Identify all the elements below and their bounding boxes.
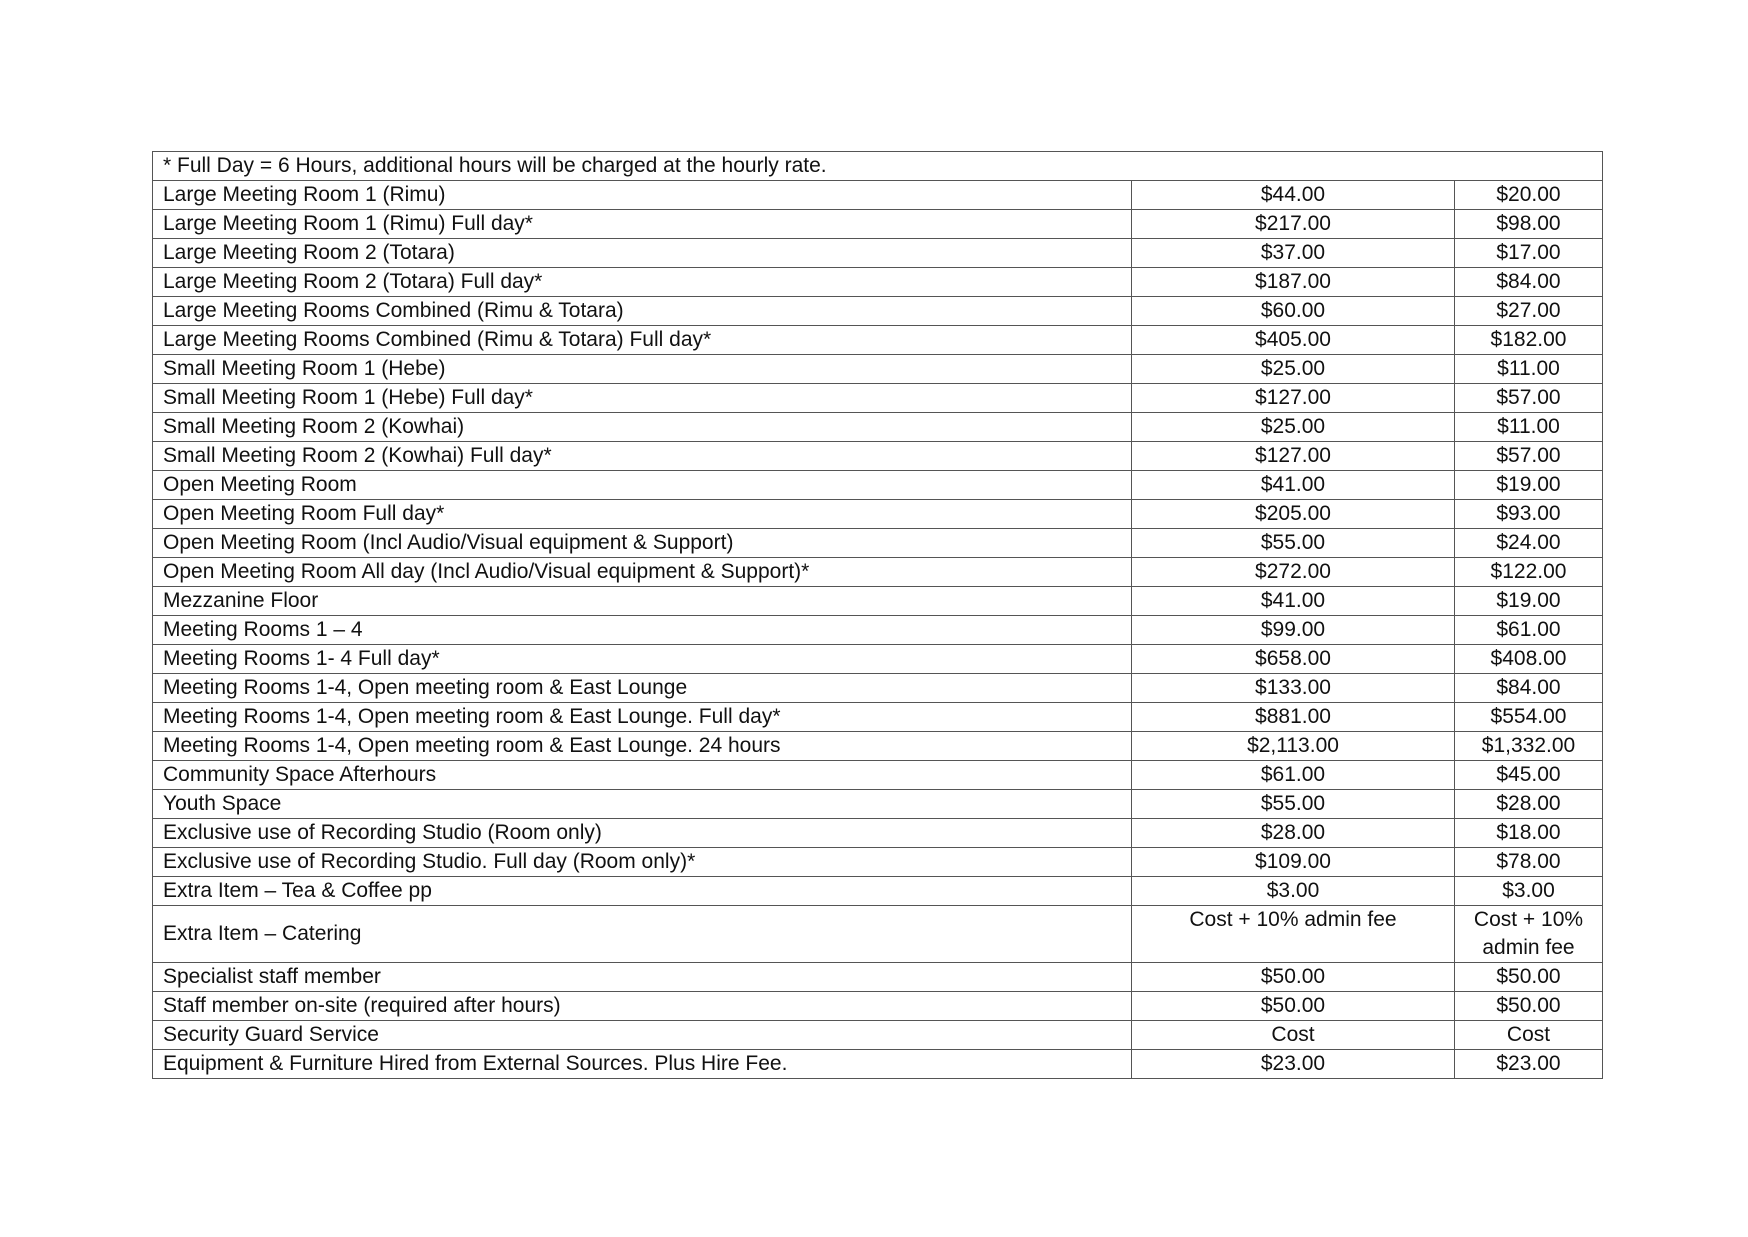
standard-rate: $881.00 [1132,703,1455,732]
item-description: Staff member on-site (required after hours) [153,992,1132,1021]
item-description: Open Meeting Room All day (Incl Audio/Visual equipment & Support)* [153,558,1132,587]
standard-rate: $50.00 [1132,992,1455,1021]
table-row [153,587,1603,616]
community-rate: $98.00 [1455,210,1603,239]
standard-rate: $127.00 [1132,442,1455,471]
table-row [153,181,1603,210]
item-description: Extra Item – Tea & Coffee pp [153,877,1132,906]
community-rate: $20.00 [1455,181,1603,210]
table-row [153,471,1603,500]
community-rate: Cost + 10% admin fee [1455,906,1603,963]
standard-rate: $61.00 [1132,761,1455,790]
community-rate: $554.00 [1455,703,1603,732]
standard-rate: $60.00 [1132,297,1455,326]
standard-rate: $44.00 [1132,181,1455,210]
community-rate: $182.00 [1455,326,1603,355]
standard-rate: $217.00 [1132,210,1455,239]
table-row [153,674,1603,703]
item-description: Open Meeting Room Full day* [153,500,1132,529]
item-description: Meeting Rooms 1- 4 Full day* [153,645,1132,674]
standard-rate: $127.00 [1132,384,1455,413]
item-description: Small Meeting Room 2 (Kowhai) Full day* [153,442,1132,471]
table-row [153,268,1603,297]
pricing-table [152,151,1603,1079]
community-rate: $57.00 [1455,442,1603,471]
item-description: Specialist staff member [153,963,1132,992]
standard-rate: $55.00 [1132,529,1455,558]
item-description: Large Meeting Room 2 (Totara) [153,239,1132,268]
item-description: Meeting Rooms 1-4, Open meeting room & East Lounge. 24 hours [153,732,1132,761]
table-row [153,848,1603,877]
item-description: Security Guard Service [153,1021,1132,1050]
item-description: Small Meeting Room 1 (Hebe) [153,355,1132,384]
table-row [153,442,1603,471]
standard-rate: $23.00 [1132,1050,1455,1079]
standard-rate: $50.00 [1132,963,1455,992]
item-description: Meeting Rooms 1-4, Open meeting room & East Lounge [153,674,1132,703]
standard-rate: $37.00 [1132,239,1455,268]
table-row [153,529,1603,558]
community-rate: $78.00 [1455,848,1603,877]
table-row [153,1021,1603,1050]
table-row [153,326,1603,355]
item-description: Large Meeting Room 2 (Totara) Full day* [153,268,1132,297]
community-rate: $18.00 [1455,819,1603,848]
community-rate: $57.00 [1455,384,1603,413]
standard-rate: $3.00 [1132,877,1455,906]
full-day-note: * Full Day = 6 Hours, additional hours will be charged at the hourly rate. [153,152,1603,181]
table-row [153,297,1603,326]
community-rate: $11.00 [1455,413,1603,442]
table-row [153,384,1603,413]
standard-rate: $55.00 [1132,790,1455,819]
item-description: Open Meeting Room (Incl Audio/Visual equipment & Support) [153,529,1132,558]
community-rate: $84.00 [1455,674,1603,703]
standard-rate: Cost [1132,1021,1455,1050]
table-row [153,992,1603,1021]
community-rate: $27.00 [1455,297,1603,326]
table-row [153,703,1603,732]
standard-rate: $205.00 [1132,500,1455,529]
table-row [153,210,1603,239]
standard-rate: $25.00 [1132,355,1455,384]
table-row [153,413,1603,442]
item-description: Mezzanine Floor [153,587,1132,616]
community-rate: $23.00 [1455,1050,1603,1079]
table-row [153,1050,1603,1079]
community-rate: $24.00 [1455,529,1603,558]
item-description: Small Meeting Room 2 (Kowhai) [153,413,1132,442]
item-description: Meeting Rooms 1 – 4 [153,616,1132,645]
item-description: Large Meeting Room 1 (Rimu) [153,181,1132,210]
standard-rate: $25.00 [1132,413,1455,442]
table-row [153,645,1603,674]
table-row [153,732,1603,761]
table-row [153,616,1603,645]
community-rate: $19.00 [1455,587,1603,616]
community-rate: $84.00 [1455,268,1603,297]
table-row [153,239,1603,268]
standard-rate: $28.00 [1132,819,1455,848]
table-row [153,963,1603,992]
note-row [153,152,1603,181]
item-description: Large Meeting Room 1 (Rimu) Full day* [153,210,1132,239]
community-rate: $93.00 [1455,500,1603,529]
community-rate: $28.00 [1455,790,1603,819]
community-rate: $1,332.00 [1455,732,1603,761]
community-rate: $17.00 [1455,239,1603,268]
table-row [153,819,1603,848]
table-row [153,355,1603,384]
item-description: Youth Space [153,790,1132,819]
community-rate: $19.00 [1455,471,1603,500]
table-row [153,906,1603,963]
community-rate: $122.00 [1455,558,1603,587]
standard-rate: Cost + 10% admin fee [1132,906,1455,963]
community-rate: $45.00 [1455,761,1603,790]
standard-rate: $41.00 [1132,471,1455,500]
standard-rate: $405.00 [1132,326,1455,355]
community-rate: $3.00 [1455,877,1603,906]
item-description: Small Meeting Room 1 (Hebe) Full day* [153,384,1132,413]
standard-rate: $187.00 [1132,268,1455,297]
item-description: Meeting Rooms 1-4, Open meeting room & East Lounge. Full day* [153,703,1132,732]
table-row [153,790,1603,819]
standard-rate: $99.00 [1132,616,1455,645]
item-description: Exclusive use of Recording Studio (Room only) [153,819,1132,848]
table-row [153,558,1603,587]
table-row [153,500,1603,529]
table-row [153,877,1603,906]
standard-rate: $658.00 [1132,645,1455,674]
community-rate: $50.00 [1455,992,1603,1021]
community-rate: $61.00 [1455,616,1603,645]
item-description: Exclusive use of Recording Studio. Full day (Room only)* [153,848,1132,877]
item-description: Large Meeting Rooms Combined (Rimu & Totara) [153,297,1132,326]
table-row [153,761,1603,790]
standard-rate: $133.00 [1132,674,1455,703]
community-rate: $408.00 [1455,645,1603,674]
community-rate: $11.00 [1455,355,1603,384]
standard-rate: $41.00 [1132,587,1455,616]
standard-rate: $272.00 [1132,558,1455,587]
community-rate: $50.00 [1455,963,1603,992]
item-description: Community Space Afterhours [153,761,1132,790]
community-rate: Cost [1455,1021,1603,1050]
item-description: Equipment & Furniture Hired from External Sources. Plus Hire Fee. [153,1050,1132,1079]
standard-rate: $109.00 [1132,848,1455,877]
standard-rate: $2,113.00 [1132,732,1455,761]
item-description: Extra Item – Catering [153,906,1132,963]
item-description: Large Meeting Rooms Combined (Rimu & Totara) Full day* [153,326,1132,355]
pricing-table-body [153,152,1603,1079]
item-description: Open Meeting Room [153,471,1132,500]
